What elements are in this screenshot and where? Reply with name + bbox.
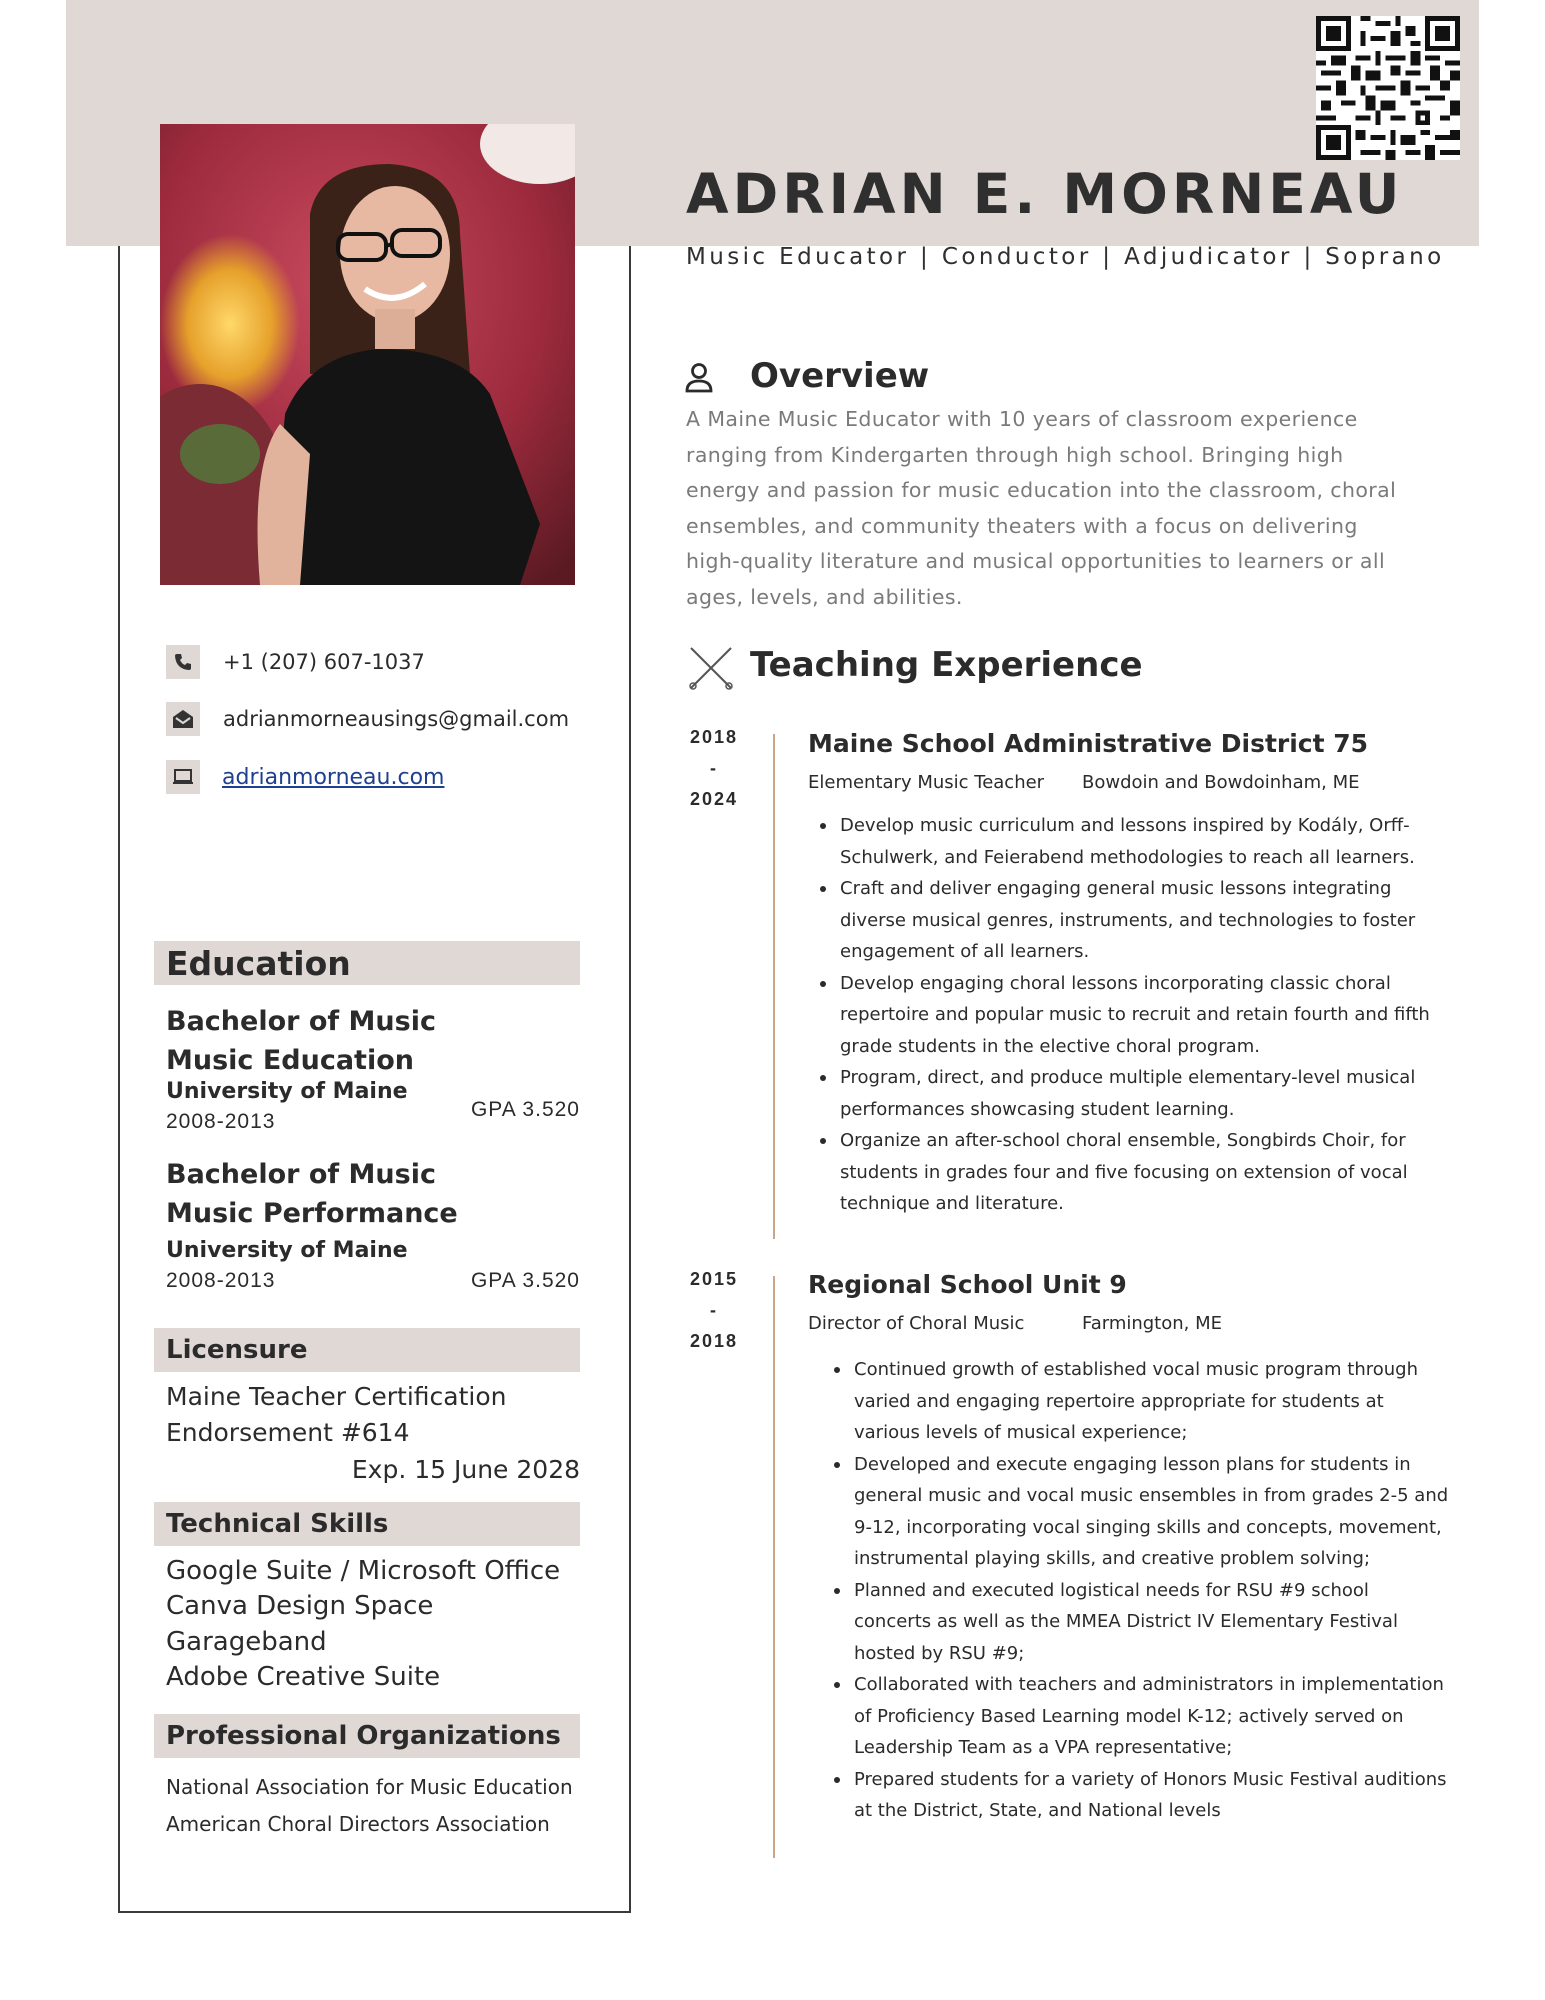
job-duty: Program, direct, and produce multiple elementary-level musical performances showcasing student learning. xyxy=(840,1062,1440,1125)
job-duty: Prepared students for a variety of Honors Music Festival auditions at the District, State, and National levels xyxy=(854,1764,1450,1827)
website-link[interactable]: adrianmorneau.com xyxy=(222,764,445,790)
job-employer: Maine School Administrative District 75 xyxy=(808,729,1369,758)
experience-heading: Teaching Experience xyxy=(750,645,1143,685)
contact-phone-row xyxy=(166,645,425,679)
job-dates: 2018 - 2024 xyxy=(689,727,739,809)
contact-email-row xyxy=(166,702,569,736)
job-duty: Developed and execute engaging lesson plans for students in general music and vocal music ensembles in from grades 2-5 and 9-12, incorporating vocal singing skills and concepts, movement, instrumental playing skills, and creative problem solving; xyxy=(854,1449,1450,1575)
licensure-endorsement: Endorsement #614 xyxy=(166,1418,410,1447)
person-icon xyxy=(684,362,714,394)
organization-item: American Choral Directors Association xyxy=(166,1812,550,1836)
licensure-heading: Licensure xyxy=(154,1328,580,1372)
education-years: 2008-2013 xyxy=(166,1269,276,1292)
education-degree: Bachelor of Music Music Performance xyxy=(166,1159,458,1229)
skill-item: Adobe Creative Suite xyxy=(166,1662,441,1692)
education-gpa: GPA 3.520 xyxy=(470,1098,580,1121)
organizations-heading: Professional Organizations xyxy=(154,1714,580,1758)
licensure-certification: Maine Teacher Certification xyxy=(166,1382,507,1411)
job-duty: Continued growth of established vocal music program through varied and engaging repertoire appropriate for students at various levels of musical experience; xyxy=(854,1354,1450,1449)
email-icon xyxy=(166,702,200,736)
skill-item: Garageband xyxy=(166,1627,327,1657)
education-heading: Education xyxy=(154,941,580,985)
candidate-tagline: Music Educator | Conductor | Adjudicator | Soprano xyxy=(686,244,1445,270)
candidate-name: ADRIAN E. MORNEAU xyxy=(686,162,1404,226)
job-employer: Regional School Unit 9 xyxy=(808,1270,1127,1299)
job-location: Bowdoin and Bowdoinham, ME xyxy=(1082,772,1360,793)
overview-heading: Overview xyxy=(750,356,930,396)
job-duty: Collaborated with teachers and administrators in implementation of Proficiency Based Learning model K-12; actively served on Leadership Team as a VPA representative; xyxy=(854,1669,1450,1764)
timeline-line xyxy=(773,1276,775,1858)
job-role: Director of Choral Music xyxy=(808,1313,1025,1334)
job-duty: Develop music curriculum and lessons inspired by Kodály, Orff-Schulwerk, and Feierabend methodologies to reach all learners. xyxy=(840,810,1440,873)
job-duties xyxy=(840,810,1440,1220)
job-location: Farmington, ME xyxy=(1082,1313,1223,1334)
timeline-line xyxy=(773,734,775,1239)
job-duty: Craft and deliver engaging general music lessons integrating diverse musical genres, instruments, and technologies to foster engagement of all learners. xyxy=(840,873,1440,968)
job-duty: Planned and executed logistical needs for RSU #9 school concerts as well as the MMEA District IV Elementary Festival hosted by RSU #9; xyxy=(854,1575,1450,1670)
batons-icon xyxy=(688,645,734,691)
job-duty: Organize an after-school choral ensemble, Songbirds Choir, for students in grades four and five focusing on extension of vocal technique and literature. xyxy=(840,1125,1440,1220)
job-duties xyxy=(854,1354,1450,1827)
overview-text: A Maine Music Educator with 10 years of classroom experience ranging from Kindergarten through high school. Bringing high energy and passion for music education into the classroom, choral ensembles, and community theaters with a focus on delivering high-quality literature and musical opportunities to learners or all ages, levels, and abilities. xyxy=(686,407,1397,609)
laptop-icon xyxy=(166,760,200,794)
contact-website-row xyxy=(166,760,444,794)
job-dates: 2015 - 2018 xyxy=(689,1269,739,1351)
phone-icon xyxy=(166,645,200,679)
education-degree: Bachelor of Music Music Education xyxy=(166,1006,436,1076)
email-address: adrianmorneausings@gmail.com xyxy=(223,707,570,731)
profile-photo xyxy=(160,124,575,585)
skill-item: Google Suite / Microsoft Office xyxy=(166,1556,561,1586)
education-school: University of Maine xyxy=(166,1079,408,1104)
licensure-expiry: Exp. 15 June 2028 xyxy=(351,1455,580,1484)
phone-number: +1 (207) 607-1037 xyxy=(223,650,425,674)
skill-item: Canva Design Space xyxy=(166,1591,434,1621)
job-role: Elementary Music Teacher xyxy=(808,772,1045,793)
qr-code-icon xyxy=(1316,16,1460,160)
education-years: 2008-2013 xyxy=(166,1110,276,1133)
skills-heading: Technical Skills xyxy=(154,1502,580,1546)
organization-item: National Association for Music Education xyxy=(166,1775,573,1799)
job-duty: Develop engaging choral lessons incorporating classic choral repertoire and popular music to recruit and retain fourth and fifth grade students in the elective choral program. xyxy=(840,968,1440,1063)
education-school: University of Maine xyxy=(166,1238,408,1263)
education-gpa: GPA 3.520 xyxy=(470,1269,580,1292)
